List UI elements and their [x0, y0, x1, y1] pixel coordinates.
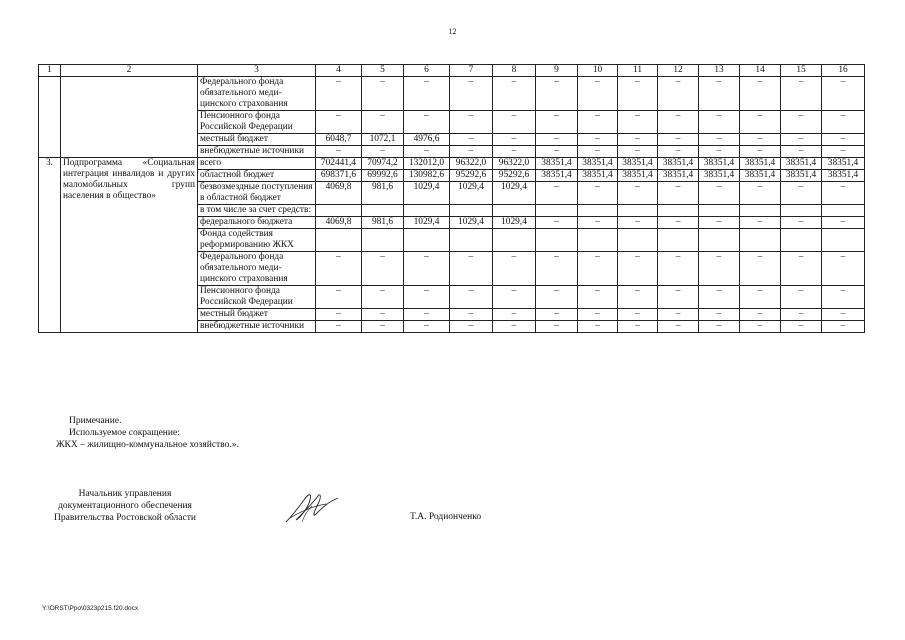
value-cell: 4069,8 [316, 182, 362, 205]
page-number: 12 [448, 27, 457, 36]
value-cell: – [536, 321, 578, 333]
value-cell: – [450, 252, 493, 286]
value-cell: – [404, 286, 450, 309]
value-cell [536, 205, 578, 217]
value-cell: 96322,0 [450, 158, 493, 170]
value-cell: 702441,4 [316, 158, 362, 170]
handwritten-signature [282, 488, 342, 528]
value-cell: – [578, 111, 618, 134]
value-cell: – [822, 309, 865, 321]
value-cell: – [781, 134, 822, 146]
value-cell: – [450, 286, 493, 309]
value-cell: 981,6 [362, 182, 404, 205]
value-cell: – [493, 146, 536, 158]
value-cell: – [822, 182, 865, 205]
value-cell: – [781, 321, 822, 333]
column-number-header: 3 [198, 65, 316, 77]
funding-source-cell: Федерального фонда обязательного меди-цинского страхования [198, 77, 316, 111]
value-cell: – [618, 77, 658, 111]
value-cell: – [404, 77, 450, 111]
value-cell: – [618, 134, 658, 146]
value-cell: – [740, 77, 781, 111]
value-cell: 1029,4 [404, 182, 450, 205]
value-cell: – [781, 77, 822, 111]
value-cell: – [578, 309, 618, 321]
note-abbrev: ЖКХ – жилищно-коммунальное хозяйство.». [56, 440, 239, 450]
value-cell: – [316, 77, 362, 111]
signatory-title [40, 488, 210, 524]
value-cell: – [362, 286, 404, 309]
value-cell: 95292,6 [493, 170, 536, 182]
value-cell: 38351,4 [578, 158, 618, 170]
signatory-line-2: документационного обеспечения [58, 501, 192, 511]
signatory-line-3: Правительства Ростовской области [54, 513, 196, 523]
row-number-cell [39, 77, 61, 158]
value-cell: – [822, 286, 865, 309]
note-title: Примечание. [69, 416, 122, 426]
value-cell: – [658, 111, 699, 134]
value-cell [578, 205, 618, 217]
value-cell: – [578, 146, 618, 158]
value-cell: 1029,4 [493, 182, 536, 205]
value-cell: – [699, 111, 740, 134]
value-cell: – [493, 252, 536, 286]
value-cell [536, 229, 578, 252]
value-cell [781, 205, 822, 217]
value-cell: – [493, 286, 536, 309]
value-cell: – [493, 321, 536, 333]
value-cell: – [316, 146, 362, 158]
value-cell: – [316, 111, 362, 134]
value-cell: – [578, 134, 618, 146]
column-number-header: 7 [450, 65, 493, 77]
value-cell: – [493, 77, 536, 111]
value-cell: 38351,4 [822, 158, 865, 170]
value-cell: – [781, 146, 822, 158]
value-cell: 69992,6 [362, 170, 404, 182]
funding-source-cell: местный бюджет [198, 134, 316, 146]
value-cell [493, 205, 536, 217]
value-cell: – [578, 182, 618, 205]
value-cell: – [536, 111, 578, 134]
value-cell: – [618, 111, 658, 134]
value-cell: – [618, 217, 658, 229]
value-cell: – [362, 77, 404, 111]
funding-source-cell: внебюджетные источники [198, 146, 316, 158]
value-cell: – [404, 309, 450, 321]
value-cell: 1029,4 [493, 217, 536, 229]
value-cell: 981,6 [362, 217, 404, 229]
column-number-header: 9 [536, 65, 578, 77]
value-cell: – [316, 309, 362, 321]
value-cell: – [536, 77, 578, 111]
value-cell: – [740, 134, 781, 146]
value-cell: – [362, 111, 404, 134]
funding-source-cell: безвозмездные поступления в областной бюджет [198, 182, 316, 205]
value-cell: – [536, 182, 578, 205]
value-cell: 38351,4 [618, 158, 658, 170]
funding-source-cell: федерального бюджета [198, 217, 316, 229]
value-cell: – [618, 321, 658, 333]
value-cell: – [740, 252, 781, 286]
column-number-header: 16 [822, 65, 865, 77]
value-cell [450, 229, 493, 252]
value-cell: 38351,4 [578, 170, 618, 182]
value-cell: – [822, 77, 865, 111]
value-cell: 38351,4 [618, 170, 658, 182]
value-cell [578, 229, 618, 252]
column-number-header: 12 [658, 65, 699, 77]
value-cell: 132012,0 [404, 158, 450, 170]
funding-source-cell: Федерального фонда обязательного меди-цинского страхования [198, 252, 316, 286]
value-cell: – [658, 182, 699, 205]
value-cell: – [781, 309, 822, 321]
value-cell [404, 229, 450, 252]
value-cell: – [658, 217, 699, 229]
value-cell [699, 205, 740, 217]
column-number-header: 14 [740, 65, 781, 77]
value-cell [450, 205, 493, 217]
value-cell: – [658, 252, 699, 286]
value-cell: 38351,4 [781, 170, 822, 182]
value-cell: – [536, 286, 578, 309]
table-row [39, 158, 865, 170]
value-cell: – [536, 217, 578, 229]
value-cell: – [740, 309, 781, 321]
value-cell: 698371,6 [316, 170, 362, 182]
value-cell: – [362, 252, 404, 286]
funding-source-cell: Пенсионного фонда Российской Федерации [198, 111, 316, 134]
value-cell: – [822, 217, 865, 229]
value-cell: – [493, 111, 536, 134]
value-cell: – [578, 77, 618, 111]
value-cell: – [781, 182, 822, 205]
value-cell: 1029,4 [404, 217, 450, 229]
value-cell: – [658, 134, 699, 146]
value-cell: – [578, 252, 618, 286]
column-number-header: 5 [362, 65, 404, 77]
value-cell: – [450, 146, 493, 158]
value-cell: 1072,1 [362, 134, 404, 146]
value-cell: – [822, 111, 865, 134]
value-cell: – [781, 286, 822, 309]
value-cell: – [618, 309, 658, 321]
value-cell: – [316, 286, 362, 309]
funding-source-cell: внебюджетные источники [198, 321, 316, 333]
value-cell [822, 229, 865, 252]
value-cell: – [450, 111, 493, 134]
value-cell [618, 205, 658, 217]
value-cell: – [822, 146, 865, 158]
value-cell: 38351,4 [699, 170, 740, 182]
value-cell [822, 205, 865, 217]
value-cell: – [450, 321, 493, 333]
value-cell: – [618, 286, 658, 309]
value-cell: – [536, 134, 578, 146]
value-cell: – [781, 217, 822, 229]
value-cell: – [699, 321, 740, 333]
value-cell: 38351,4 [781, 158, 822, 170]
value-cell: – [578, 217, 618, 229]
value-cell: – [699, 134, 740, 146]
value-cell: – [493, 309, 536, 321]
value-cell: 130982,6 [404, 170, 450, 182]
value-cell: – [404, 252, 450, 286]
program-name-cell [61, 77, 198, 158]
value-cell [658, 205, 699, 217]
value-cell: 38351,4 [822, 170, 865, 182]
value-cell: – [740, 146, 781, 158]
value-cell: – [536, 146, 578, 158]
value-cell: – [404, 111, 450, 134]
value-cell: – [699, 217, 740, 229]
value-cell: – [740, 182, 781, 205]
value-cell: – [822, 252, 865, 286]
value-cell [316, 205, 362, 217]
column-number-header: 13 [699, 65, 740, 77]
column-number-header: 8 [493, 65, 536, 77]
column-number-header: 1 [39, 65, 61, 77]
value-cell: – [699, 309, 740, 321]
value-cell: – [362, 309, 404, 321]
value-cell: 38351,4 [658, 158, 699, 170]
column-number-header: 6 [404, 65, 450, 77]
value-cell: – [699, 182, 740, 205]
value-cell [658, 229, 699, 252]
value-cell: – [658, 77, 699, 111]
value-cell [740, 229, 781, 252]
value-cell: – [658, 146, 699, 158]
value-cell [362, 205, 404, 217]
value-cell [740, 205, 781, 217]
value-cell: – [781, 252, 822, 286]
value-cell [618, 229, 658, 252]
file-path: Y:\ORST\Ppo\0323p215.f20.docx [42, 605, 139, 612]
value-cell: – [316, 252, 362, 286]
value-cell: 96322,0 [493, 158, 536, 170]
value-cell: 6048,7 [316, 134, 362, 146]
signatory-name: Т.А. Родионченко [410, 512, 482, 522]
value-cell [493, 229, 536, 252]
funding-source-cell: в том числе за счет средств: [198, 205, 316, 217]
value-cell: – [822, 134, 865, 146]
value-cell: – [658, 321, 699, 333]
value-cell: – [362, 146, 404, 158]
value-cell: – [699, 77, 740, 111]
value-cell [316, 229, 362, 252]
value-cell: – [699, 146, 740, 158]
value-cell: – [822, 321, 865, 333]
value-cell: – [536, 309, 578, 321]
value-cell: 38351,4 [740, 170, 781, 182]
value-cell: 4976,6 [404, 134, 450, 146]
value-cell: 38351,4 [699, 158, 740, 170]
value-cell: 1029,4 [450, 217, 493, 229]
value-cell: 38351,4 [740, 158, 781, 170]
value-cell [781, 229, 822, 252]
value-cell: – [493, 134, 536, 146]
value-cell: – [699, 252, 740, 286]
value-cell: 70974,2 [362, 158, 404, 170]
note-abbrev-heading: Используемое сокращение: [69, 428, 180, 438]
value-cell: – [740, 286, 781, 309]
signatory-line-1: Начальник управления [78, 489, 172, 499]
column-number-header: 10 [578, 65, 618, 77]
value-cell: – [740, 321, 781, 333]
funding-source-cell: областной бюджет [198, 170, 316, 182]
value-cell: – [450, 77, 493, 111]
funding-source-cell: всего [198, 158, 316, 170]
value-cell: – [740, 217, 781, 229]
value-cell: 38351,4 [536, 158, 578, 170]
value-cell: 1029,4 [450, 182, 493, 205]
value-cell: 95292,6 [450, 170, 493, 182]
budget-table [38, 64, 865, 333]
value-cell: – [450, 309, 493, 321]
funding-source-cell: Пенсионного фонда Российской Федерации [198, 286, 316, 309]
value-cell: 4069,8 [316, 217, 362, 229]
value-cell: – [658, 286, 699, 309]
value-cell [362, 229, 404, 252]
value-cell: – [618, 252, 658, 286]
row-number-cell: 3. [39, 158, 61, 333]
value-cell: – [536, 252, 578, 286]
value-cell: – [618, 146, 658, 158]
program-name-cell: Подпрограмма «Социальная интеграция инвалидов и других маломобильных групп населения в общество» [61, 158, 198, 333]
value-cell: – [316, 321, 362, 333]
value-cell [699, 229, 740, 252]
value-cell: – [404, 146, 450, 158]
value-cell: – [578, 321, 618, 333]
funding-source-cell: Фонда содействия реформированию ЖКХ [198, 229, 316, 252]
value-cell: 38351,4 [536, 170, 578, 182]
value-cell: 38351,4 [658, 170, 699, 182]
value-cell: – [618, 182, 658, 205]
column-number-header: 4 [316, 65, 362, 77]
table-header-row [39, 65, 865, 77]
value-cell: – [740, 111, 781, 134]
column-number-header: 2 [61, 65, 198, 77]
value-cell: – [578, 286, 618, 309]
value-cell: – [658, 309, 699, 321]
note-block [56, 415, 239, 451]
value-cell: – [404, 321, 450, 333]
table-row [39, 77, 865, 111]
value-cell: – [781, 111, 822, 134]
funding-source-cell: местный бюджет [198, 309, 316, 321]
column-number-header: 11 [618, 65, 658, 77]
value-cell: – [699, 286, 740, 309]
value-cell: – [362, 321, 404, 333]
value-cell: – [450, 134, 493, 146]
column-number-header: 15 [781, 65, 822, 77]
value-cell [404, 205, 450, 217]
